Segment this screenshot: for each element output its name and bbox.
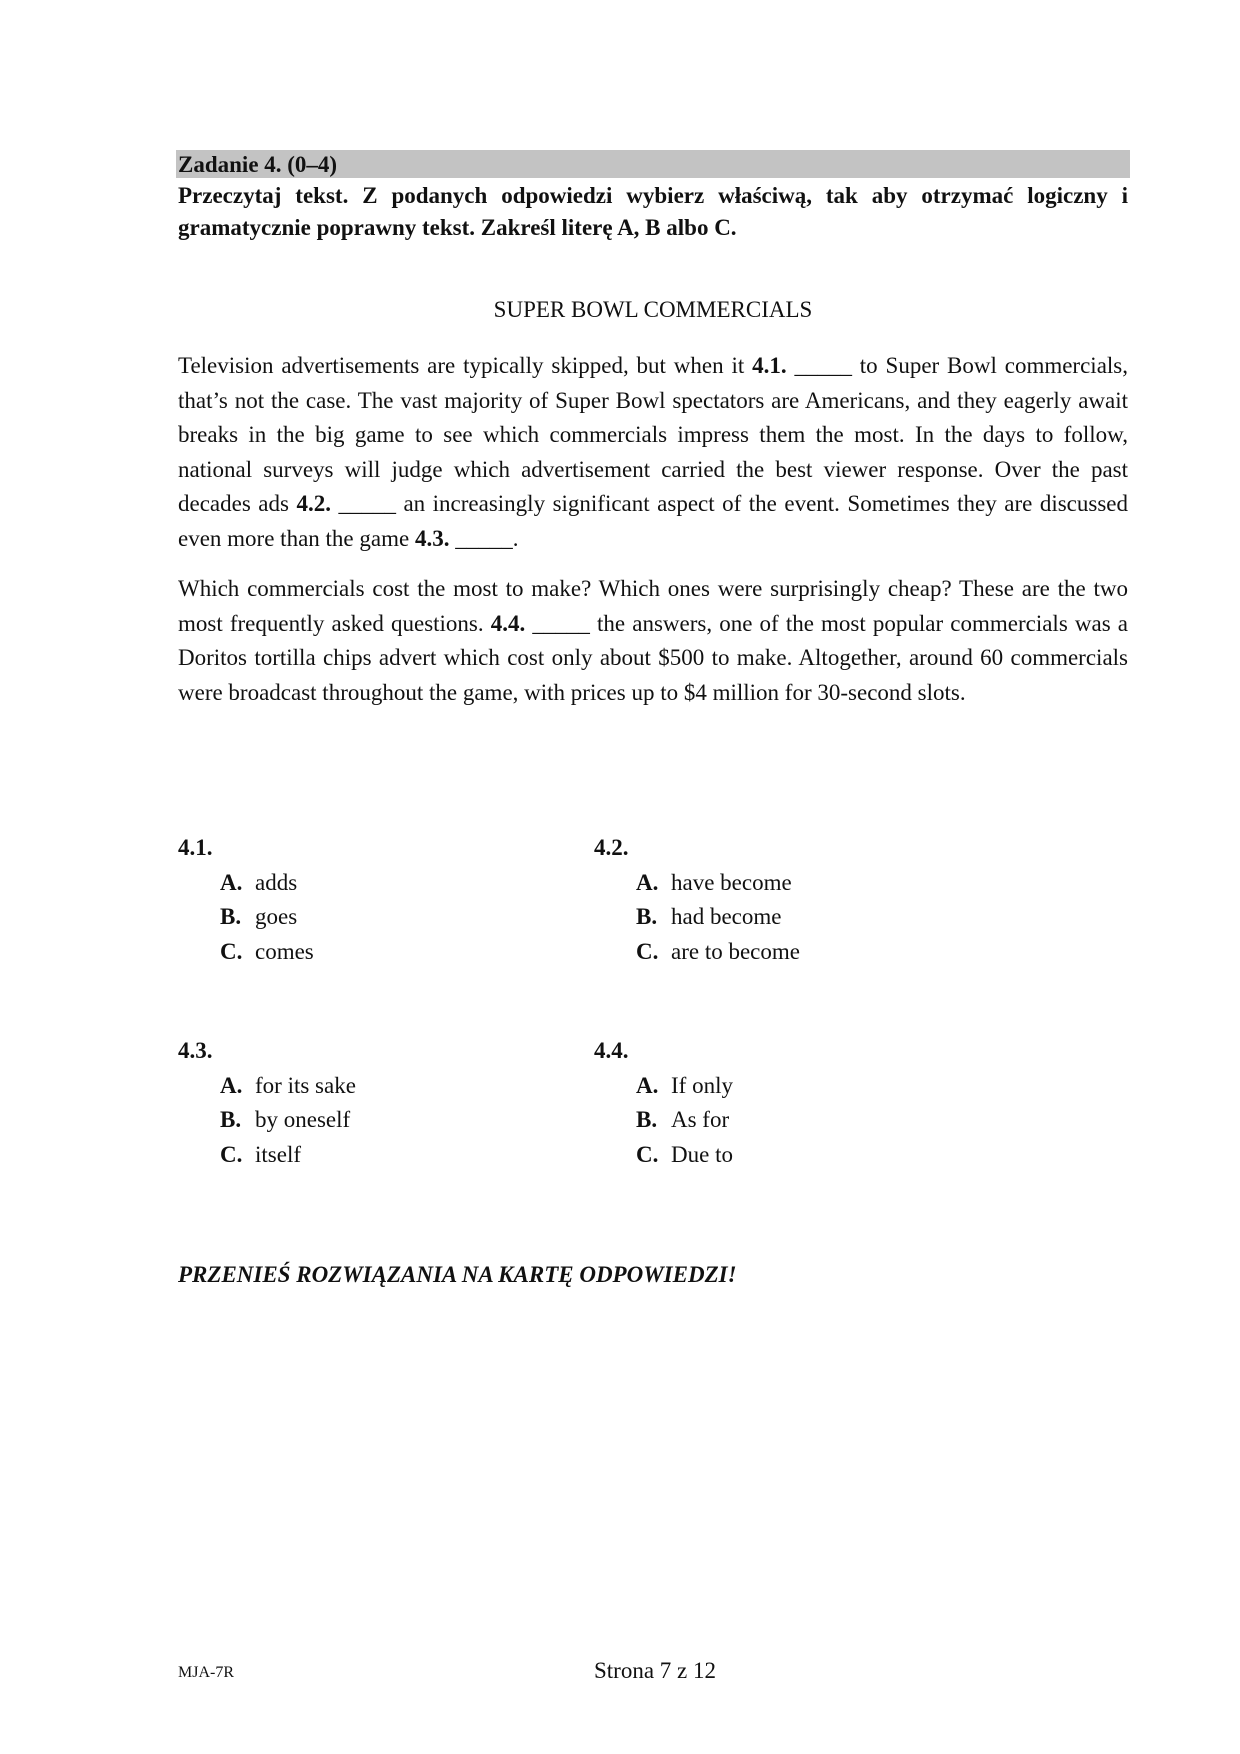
- text-segment: Television advertisements are typically skipped, but when it: [178, 353, 753, 378]
- question-number: 4.3.: [178, 1038, 213, 1063]
- text-segment: _____ to Super Bowl commercials, that’s not the case. The vast majority of Super Bowl spectators are Americans, and they eagerly await breaks in the big game to see which commercials impress them the most. In the days to follow, national surveys will judge which advertisement carried the best viewer response. Over the past decades ads: [178, 353, 1128, 516]
- answer-option-c[interactable]: [178, 935, 314, 970]
- option-letter: C.: [220, 1141, 243, 1167]
- exam-code: MJA-7R: [178, 1664, 235, 1681]
- gap-label-4-2: 4.2.: [296, 491, 331, 516]
- option-text: comes: [255, 938, 314, 964]
- text-paragraph-1: [178, 349, 1128, 556]
- answer-option-a[interactable]: [178, 1069, 356, 1104]
- gap-label-4-4: 4.4.: [490, 610, 526, 636]
- option-text: are to become: [671, 938, 800, 964]
- question-4-2: [594, 831, 800, 969]
- text-paragraph-2: [178, 572, 1128, 710]
- option-text: by oneself: [255, 1107, 351, 1132]
- answer-option-a[interactable]: [594, 1069, 733, 1104]
- option-letter: C.: [636, 938, 659, 964]
- text-segment: Which commercials cost the most to make? Which ones were surprisingly cheap? These are the two most frequently asked questions.: [178, 576, 1128, 636]
- option-text: have become: [671, 869, 792, 895]
- question-number: 4.4.: [594, 1038, 629, 1063]
- text-segment: _____.: [449, 525, 519, 551]
- page-number: Strona 7 z 12: [593, 1658, 716, 1683]
- option-letter: A.: [220, 869, 243, 895]
- option-letter: B.: [636, 1107, 658, 1132]
- option-letter: B.: [636, 904, 658, 929]
- answer-option-b[interactable]: [178, 1103, 356, 1138]
- answer-option-c[interactable]: [178, 1138, 356, 1173]
- option-letter: C.: [636, 1141, 659, 1167]
- text-segment: _____ the answers, one of the most popular commercials was a Doritos tortilla chips advert which cost only about $500 to make. Altogether, around 60 commercials were broadcast throughout the game, with prices up to $4 million for 30-second slots.: [178, 610, 1129, 705]
- question-4-3: [178, 1034, 356, 1172]
- option-letter: A.: [636, 869, 659, 895]
- answer-option-c[interactable]: [594, 1138, 733, 1173]
- option-text: itself: [255, 1141, 301, 1167]
- task-instruction: Przeczytaj tekst. Z podanych odpowiedzi wybierz właściwą, tak aby otrzymać logiczny i gramatycznie poprawny tekst. Zakreśl literę A, B albo C.: [178, 183, 1128, 240]
- gap-label-4-3: 4.3.: [414, 525, 450, 551]
- option-text: As for: [671, 1107, 730, 1132]
- option-text: goes: [255, 904, 298, 929]
- question-4-4: [594, 1034, 733, 1172]
- answer-option-b[interactable]: [594, 1103, 733, 1138]
- option-text: had become: [671, 904, 782, 929]
- option-letter: B.: [220, 1107, 242, 1132]
- option-letter: C.: [220, 938, 243, 964]
- question-number: 4.1.: [178, 835, 213, 860]
- option-letter: A.: [220, 1072, 243, 1098]
- text-segment: _____ an increasingly significant aspect of the event. Sometimes they are discussed even more than the game: [178, 491, 1128, 551]
- task-header: Zadanie 4. (0–4): [176, 150, 1130, 178]
- answer-option-a[interactable]: [594, 866, 800, 901]
- option-letter: B.: [220, 904, 242, 929]
- text-title: SUPER BOWL COMMERCIALS: [493, 297, 813, 322]
- question-number: 4.2.: [594, 835, 629, 860]
- answer-option-a[interactable]: [178, 866, 314, 901]
- option-letter: A.: [636, 1072, 659, 1098]
- transfer-answers-note: PRZENIEŚ ROZWIĄZANIA NA KARTĘ ODPOWIEDZI!: [178, 1262, 737, 1287]
- question-4-1: [178, 831, 314, 969]
- gap-label-4-1: 4.1.: [752, 353, 787, 378]
- answer-option-b[interactable]: [178, 900, 314, 935]
- option-text: Due to: [671, 1141, 733, 1167]
- option-text: If only: [671, 1072, 733, 1098]
- answer-option-c[interactable]: [594, 935, 800, 970]
- answer-option-b[interactable]: [594, 900, 800, 935]
- option-text: adds: [255, 869, 298, 895]
- option-text: for its sake: [255, 1072, 356, 1098]
